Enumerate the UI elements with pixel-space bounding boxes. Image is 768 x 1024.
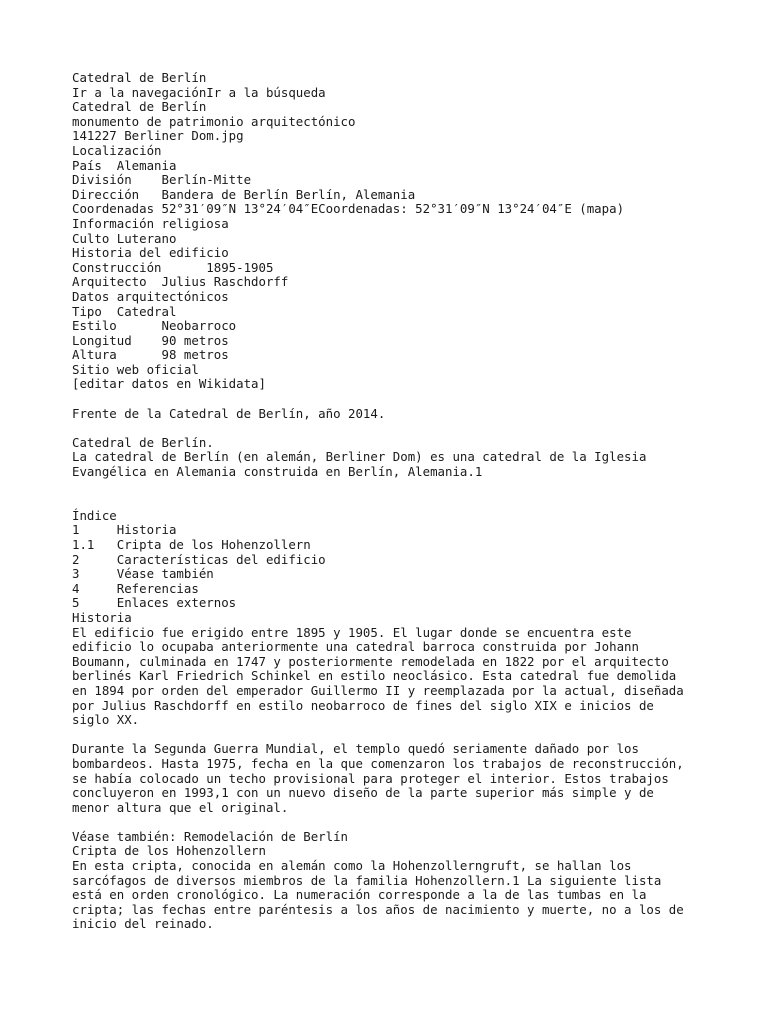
intro-line: Catedral de Berlín. xyxy=(72,434,214,450)
infobox-header-religious: Información religiosa xyxy=(72,215,229,231)
infobox-header-architecture: Datos arquitectónicos xyxy=(72,288,229,304)
infobox-row-country: País Alemania xyxy=(72,157,177,173)
intro-line: La catedral de Berlín (en alemán, Berliner Dom) es una catedral de la Iglesia xyxy=(72,449,647,465)
spacer xyxy=(72,494,732,509)
toc-title: Índice xyxy=(72,507,117,523)
infobox-row-division: División Berlín-Mitte xyxy=(72,172,252,188)
toc-item[interactable]: 1.1 Cripta de los Hohenzollern xyxy=(72,537,311,552)
infobox-row-style: Estilo Neobarroco xyxy=(72,318,237,334)
intro-section xyxy=(72,436,732,480)
table-of-contents xyxy=(72,509,732,611)
see-also-link[interactable]: Véase también: Remodelación de Berlín xyxy=(72,828,349,844)
toc-item[interactable]: 5 Enlaces externos xyxy=(72,595,237,611)
section-heading-historia: Historia xyxy=(72,609,132,625)
body-line: menor altura que el original. xyxy=(72,799,289,815)
toc-item[interactable]: 3 Véase también xyxy=(72,566,214,582)
body-line: se había colocado un techo provisional para proteger el interior. Estos trabajos xyxy=(72,770,669,786)
body-line: sarcófagos de diversos miembros de la familia Hohenzollern.1 La siguiente lista xyxy=(72,872,662,888)
infobox-row-length: Longitud 90 metros xyxy=(72,332,229,348)
infobox-row-cult: Culto Luterano xyxy=(72,230,177,246)
infobox-row-construction: Construcción 1895-1905 xyxy=(72,259,274,275)
infobox-row-type: Tipo Catedral xyxy=(72,303,177,319)
infobox-row-address: Dirección Bandera de Berlín Berlín, Alemania xyxy=(72,186,416,202)
body-line: En esta cripta, conocida en alemán como la Hohenzollerngruft, se hallan los xyxy=(72,858,632,874)
body-line: está en orden cronológico. La numeración corresponde a la de las tumbas en la xyxy=(72,887,647,903)
infobox-row-architect: Arquitecto Julius Raschdorff xyxy=(72,274,289,290)
body-line: inicio del reinado. xyxy=(72,916,214,932)
infobox-title: Catedral de Berlín xyxy=(72,99,207,115)
body-line: concluyeron en 1993,1 con un nuevo diseño de la parte superior más simple y de xyxy=(72,785,654,801)
document-page xyxy=(72,71,732,932)
infobox-section xyxy=(72,71,732,392)
spacer xyxy=(72,815,732,830)
historia-section xyxy=(72,611,732,815)
body-line: cripta; las fechas entre paréntesis a los años de nacimiento y muerte, no a los de xyxy=(72,901,684,917)
infobox-image-filename[interactable]: 141227 Berliner Dom.jpg xyxy=(72,128,244,144)
body-line: Durante la Segunda Guerra Mundial, el templo quedó seriamente dañado por los xyxy=(72,741,639,757)
infobox-row-coordinates[interactable]: Coordenadas 52°31′09″N 13°24′04″ECoordenadas: 52°31′09″N 13°24′04″E (mapa) xyxy=(72,201,625,217)
body-line: siglo XX. xyxy=(72,712,140,728)
body-line: berlinés Karl Friedrich Schinkel en estilo neoclásico. Esta catedral fue demolida xyxy=(72,668,677,684)
toc-item[interactable]: 1 Historia xyxy=(72,522,177,538)
infobox-header-location: Localización xyxy=(72,142,162,158)
toc-item[interactable]: 2 Características del edificio xyxy=(72,551,326,567)
spacer xyxy=(72,728,732,743)
section-heading-cripta: Cripta de los Hohenzollern xyxy=(72,843,266,859)
toc-item[interactable]: 4 Referencias xyxy=(72,580,199,596)
infobox-official-website[interactable]: Sitio web oficial xyxy=(72,361,199,377)
skip-links[interactable]: Ir a la navegaciónIr a la búsqueda xyxy=(72,84,326,100)
body-line: edificio lo ocupaba anteriormente una catedral barroca construida por Johann xyxy=(72,639,639,655)
article-title: Catedral de Berlín xyxy=(72,70,207,85)
body-line: en 1894 por orden del emperador Guillermo II y reemplazada por la actual, diseñada xyxy=(72,682,684,698)
intro-line: Evangélica en Alemania construida en Berlín, Alemania.1 xyxy=(72,464,483,480)
body-line: por Julius Raschdorff en estilo neobarroco de fines del siglo XIX e inicios de xyxy=(72,697,654,713)
cripta-section xyxy=(72,830,732,932)
infobox-edit-wikidata[interactable]: [editar datos en Wikidata] xyxy=(72,376,266,392)
spacer xyxy=(72,480,732,495)
body-line: Boumann, culminada en 1747 y posteriormente remodelada en 1822 por el arquitecto xyxy=(72,653,669,669)
image-caption: Frente de la Catedral de Berlín, año 2014. xyxy=(72,405,386,421)
body-line: El edificio fue erigido entre 1895 y 1905. El lugar donde se encuentra este xyxy=(72,624,632,640)
spacer xyxy=(72,392,732,407)
infobox-row-height: Altura 98 metros xyxy=(72,347,229,363)
spacer xyxy=(72,421,732,436)
body-line: bombardeos. Hasta 1975, fecha en la que comenzaron los trabajos de reconstrucción, xyxy=(72,755,684,771)
infobox-subtitle: monumento de patrimonio arquitectónico xyxy=(72,113,356,129)
infobox-header-history: Historia del edificio xyxy=(72,245,229,261)
